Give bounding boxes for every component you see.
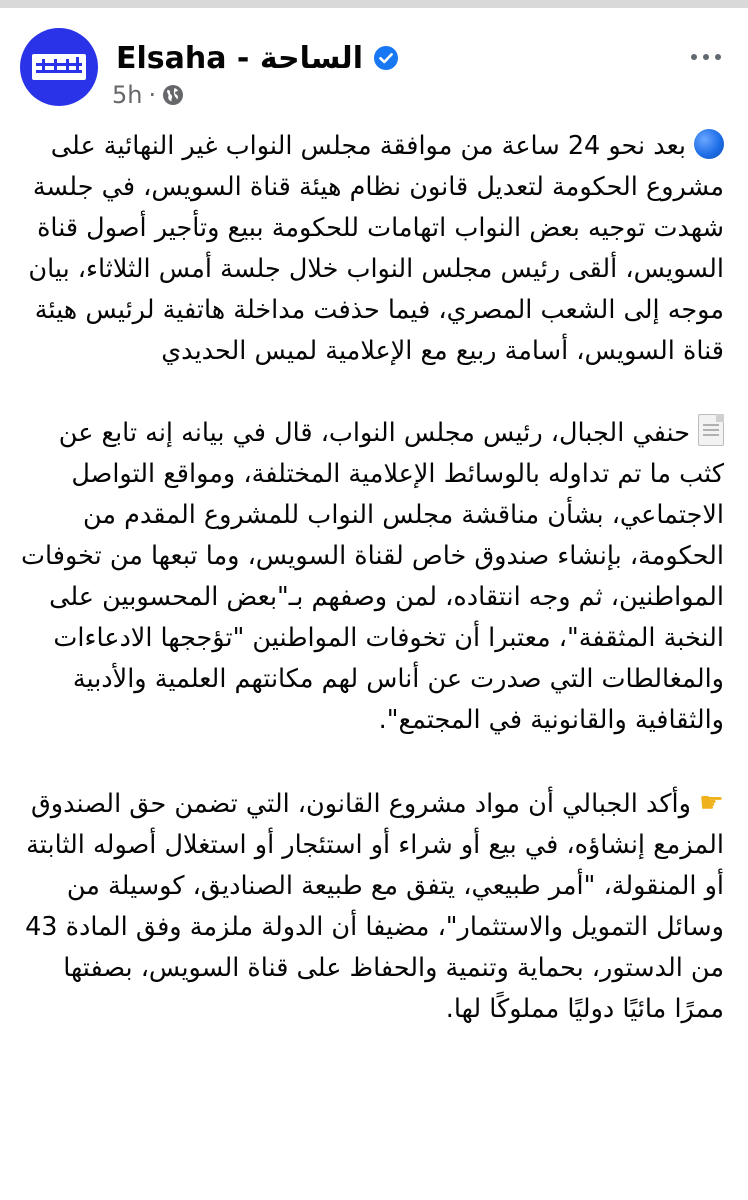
- post-timestamp[interactable]: 5h: [112, 81, 143, 109]
- meta-separator: ·: [148, 81, 157, 109]
- post-paragraph-2: [16, 413, 724, 741]
- paragraph-3-text: وأكد الجبالي أن مواد مشروع القانون، التي تضمن حق الصندوق المزمع إنشاؤه، في بيع أو شراء أو استئجار أو استغلال أصوله الثابتة أو المنقولة، "أمر طبيعي، يتفق مع طبيعة الصناديق، كوسيلة من وسائل التمويل والاستثمار"، مضيفا أن الدولة ملزمة وفق المادة 43 من الدستور، بحماية وتنمية والحفاظ على قناة السويس، بصفتها ممرًا مائيًا دوليًا مملوكًا لها.: [25, 789, 724, 1024]
- post-paragraph-3: [16, 782, 724, 1030]
- page-icon: [698, 414, 724, 446]
- blue-circle-icon: [694, 129, 724, 159]
- page-avatar[interactable]: [20, 28, 98, 106]
- page-name-link[interactable]: Elsaha - الساحة: [116, 40, 363, 76]
- post-text: [16, 126, 724, 1030]
- verified-badge-icon: [373, 45, 399, 71]
- paragraph-2-text: حنفي الجبال، رئيس مجلس النواب، قال في بيانه إنه تابع عن كثب ما تم تداوله بالوسائط الإعلامية المختلفة، ومواقع التواصل الاجتماعي، بشأن مناقشة مجلس النواب للمشروع المقدم من الحكومة، بإنشاء صندوق خاص لقناة السويس، وما تبعها من تخوفات المواطنين، ثم وجه انتقاده، لمن وصفهم بـ"بعض المحسوبين على النخبة المثقفة"، معتبرا أن تخوفات المواطنين "تؤججها الادعاءات والمغالطات التي صدرت عن أناس لهم مكانتهم العلمية والأدبية والثقافية والقانونية في المجتمع".: [21, 418, 724, 735]
- pointing-hand-icon: ☛: [698, 786, 724, 819]
- globe-icon[interactable]: [162, 84, 184, 106]
- page-logo: [32, 54, 86, 80]
- post-header: [20, 28, 728, 108]
- post-meta: [112, 78, 184, 112]
- paragraph-1-text: بعد نحو 24 ساعة من موافقة مجلس النواب غير النهائية على مشروع الحكومة لتعديل قانون نظام هيئة قناة السويس، في جلسة شهدت توجيه بعض النواب اتهامات للحكومة ببيع وتأجير أصول قناة السويس، ألقى رئيس مجلس النواب خلال جلسة أمس الثلاثاء، بيان موجه إلى الشعب المصري، فيما حذفت مداخلة هاتفية لرئيس هيئة قناة السويس، أسامة ربيع مع الإعلامية لميس الحديدي: [28, 131, 724, 366]
- more-dot: [715, 54, 721, 60]
- post-paragraph-1: [16, 126, 724, 372]
- more-dot: [703, 54, 709, 60]
- top-divider: [0, 0, 748, 8]
- more-dot: [691, 54, 697, 60]
- more-options-button[interactable]: [684, 42, 728, 72]
